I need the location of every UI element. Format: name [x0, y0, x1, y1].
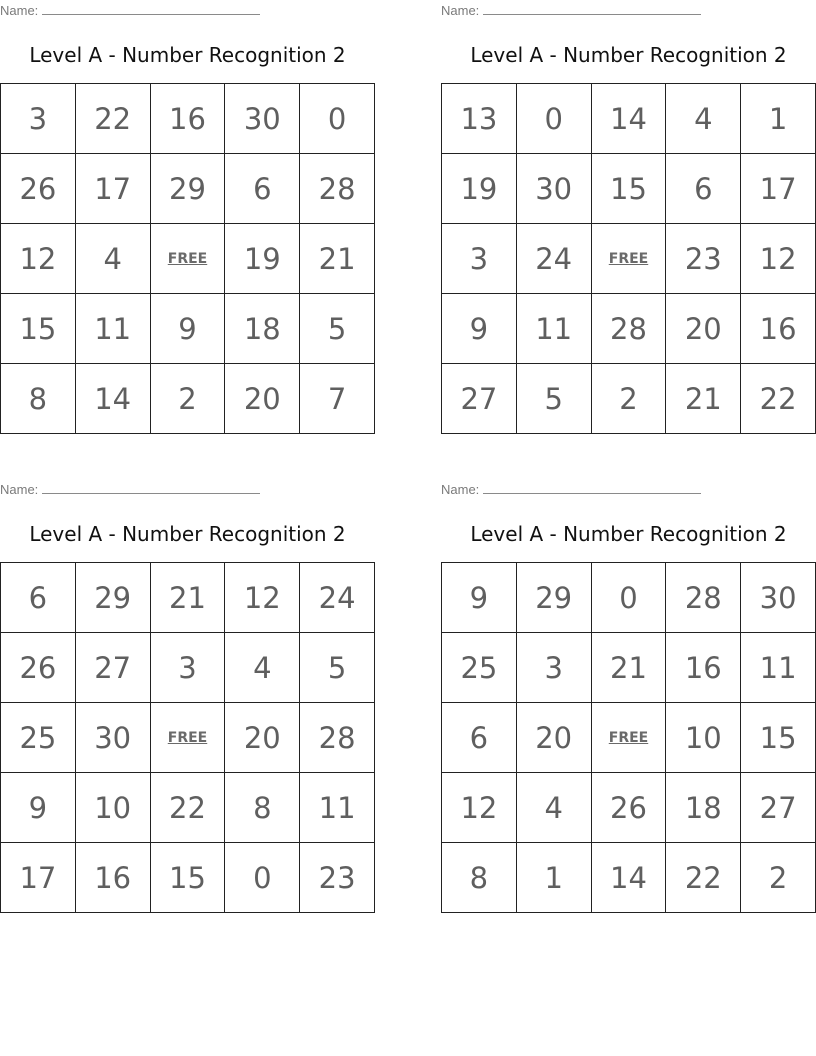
number-cell: 10	[76, 773, 151, 843]
number-cell: 27	[442, 364, 517, 434]
bingo-card-4	[441, 479, 816, 913]
number-cell: 6	[225, 154, 300, 224]
number-cell: 27	[76, 633, 151, 703]
number-cell: 28	[592, 294, 667, 364]
name-label: Name:	[0, 482, 39, 497]
number-cell: 20	[517, 703, 592, 773]
number-cell: 28	[666, 563, 741, 633]
bingo-grid	[441, 83, 816, 434]
number-cell: 15	[592, 154, 667, 224]
number-cell: 14	[76, 364, 151, 434]
number-cell: 29	[76, 563, 151, 633]
number-cell: 17	[76, 154, 151, 224]
number-cell: 30	[76, 703, 151, 773]
number-cell: 28	[300, 154, 375, 224]
number-cell: 3	[517, 633, 592, 703]
card-title: Level A - Number Recognition 2	[470, 43, 787, 67]
number-cell: 26	[592, 773, 667, 843]
number-cell: 12	[225, 563, 300, 633]
free-space-cell: FREE	[592, 703, 667, 773]
number-cell: 12	[1, 224, 76, 294]
free-space-cell: FREE	[151, 224, 226, 294]
number-cell: 24	[517, 224, 592, 294]
bingo-grid	[0, 562, 375, 913]
number-cell: 2	[741, 843, 816, 913]
number-cell: 27	[741, 773, 816, 843]
number-cell: 14	[592, 84, 667, 154]
number-cell: 1	[741, 84, 816, 154]
number-cell: 9	[1, 773, 76, 843]
number-cell: 11	[741, 633, 816, 703]
bingo-card-2	[441, 0, 816, 434]
number-cell: 6	[666, 154, 741, 224]
number-cell: 26	[1, 633, 76, 703]
number-cell: 11	[76, 294, 151, 364]
number-cell: 9	[151, 294, 226, 364]
number-cell: 9	[442, 294, 517, 364]
number-cell: 4	[517, 773, 592, 843]
number-cell: 18	[225, 294, 300, 364]
name-label: Name:	[0, 3, 39, 18]
name-field[interactable]	[441, 3, 701, 19]
number-cell: 3	[151, 633, 226, 703]
card-title: Level A - Number Recognition 2	[29, 43, 346, 67]
number-cell: 15	[741, 703, 816, 773]
number-cell: 15	[151, 843, 226, 913]
name-field[interactable]	[441, 482, 701, 498]
number-cell: 22	[741, 364, 816, 434]
number-cell: 4	[225, 633, 300, 703]
number-cell: 10	[666, 703, 741, 773]
number-cell: 8	[1, 364, 76, 434]
number-cell: 29	[517, 563, 592, 633]
number-cell: 12	[442, 773, 517, 843]
name-label: Name:	[441, 3, 480, 18]
number-cell: 28	[300, 703, 375, 773]
number-cell: 5	[300, 294, 375, 364]
number-cell: 22	[151, 773, 226, 843]
number-cell: 21	[592, 633, 667, 703]
number-cell: 20	[225, 364, 300, 434]
free-space-cell: FREE	[151, 703, 226, 773]
card-title: Level A - Number Recognition 2	[470, 522, 787, 546]
number-cell: 3	[1, 84, 76, 154]
number-cell: 6	[442, 703, 517, 773]
number-cell: 23	[300, 843, 375, 913]
number-cell: 26	[1, 154, 76, 224]
number-cell: 8	[225, 773, 300, 843]
name-label: Name:	[441, 482, 480, 497]
number-cell: 19	[442, 154, 517, 224]
bingo-card-3	[0, 479, 375, 913]
number-cell: 0	[517, 84, 592, 154]
bingo-card-1	[0, 0, 375, 434]
number-cell: 25	[1, 703, 76, 773]
number-cell: 3	[442, 224, 517, 294]
number-cell: 14	[592, 843, 667, 913]
number-cell: 21	[151, 563, 226, 633]
number-cell: 5	[517, 364, 592, 434]
number-cell: 21	[666, 364, 741, 434]
name-blank-line[interactable]	[42, 4, 260, 15]
number-cell: 6	[1, 563, 76, 633]
number-cell: 30	[741, 563, 816, 633]
number-cell: 18	[666, 773, 741, 843]
number-cell: 5	[300, 633, 375, 703]
number-cell: 22	[666, 843, 741, 913]
number-cell: 17	[741, 154, 816, 224]
number-cell: 2	[592, 364, 667, 434]
name-blank-line[interactable]	[483, 4, 701, 15]
number-cell: 30	[225, 84, 300, 154]
number-cell: 13	[442, 84, 517, 154]
number-cell: 19	[225, 224, 300, 294]
number-cell: 16	[76, 843, 151, 913]
number-cell: 0	[592, 563, 667, 633]
name-field[interactable]	[0, 3, 260, 19]
number-cell: 11	[517, 294, 592, 364]
number-cell: 29	[151, 154, 226, 224]
number-cell: 15	[1, 294, 76, 364]
free-space-cell: FREE	[592, 224, 667, 294]
number-cell: 8	[442, 843, 517, 913]
number-cell: 22	[76, 84, 151, 154]
bingo-grid	[0, 83, 375, 434]
number-cell: 12	[741, 224, 816, 294]
number-cell: 30	[517, 154, 592, 224]
number-cell: 20	[666, 294, 741, 364]
number-cell: 9	[442, 563, 517, 633]
number-cell: 4	[666, 84, 741, 154]
number-cell: 4	[76, 224, 151, 294]
number-cell: 23	[666, 224, 741, 294]
number-cell: 21	[300, 224, 375, 294]
number-cell: 7	[300, 364, 375, 434]
card-title: Level A - Number Recognition 2	[29, 522, 346, 546]
number-cell: 16	[741, 294, 816, 364]
number-cell: 0	[300, 84, 375, 154]
name-field[interactable]	[0, 482, 260, 498]
number-cell: 1	[517, 843, 592, 913]
number-cell: 11	[300, 773, 375, 843]
name-blank-line[interactable]	[42, 483, 260, 494]
number-cell: 20	[225, 703, 300, 773]
bingo-grid	[441, 562, 816, 913]
name-blank-line[interactable]	[483, 483, 701, 494]
number-cell: 2	[151, 364, 226, 434]
number-cell: 0	[225, 843, 300, 913]
number-cell: 16	[666, 633, 741, 703]
number-cell: 25	[442, 633, 517, 703]
number-cell: 17	[1, 843, 76, 913]
number-cell: 24	[300, 563, 375, 633]
number-cell: 16	[151, 84, 226, 154]
